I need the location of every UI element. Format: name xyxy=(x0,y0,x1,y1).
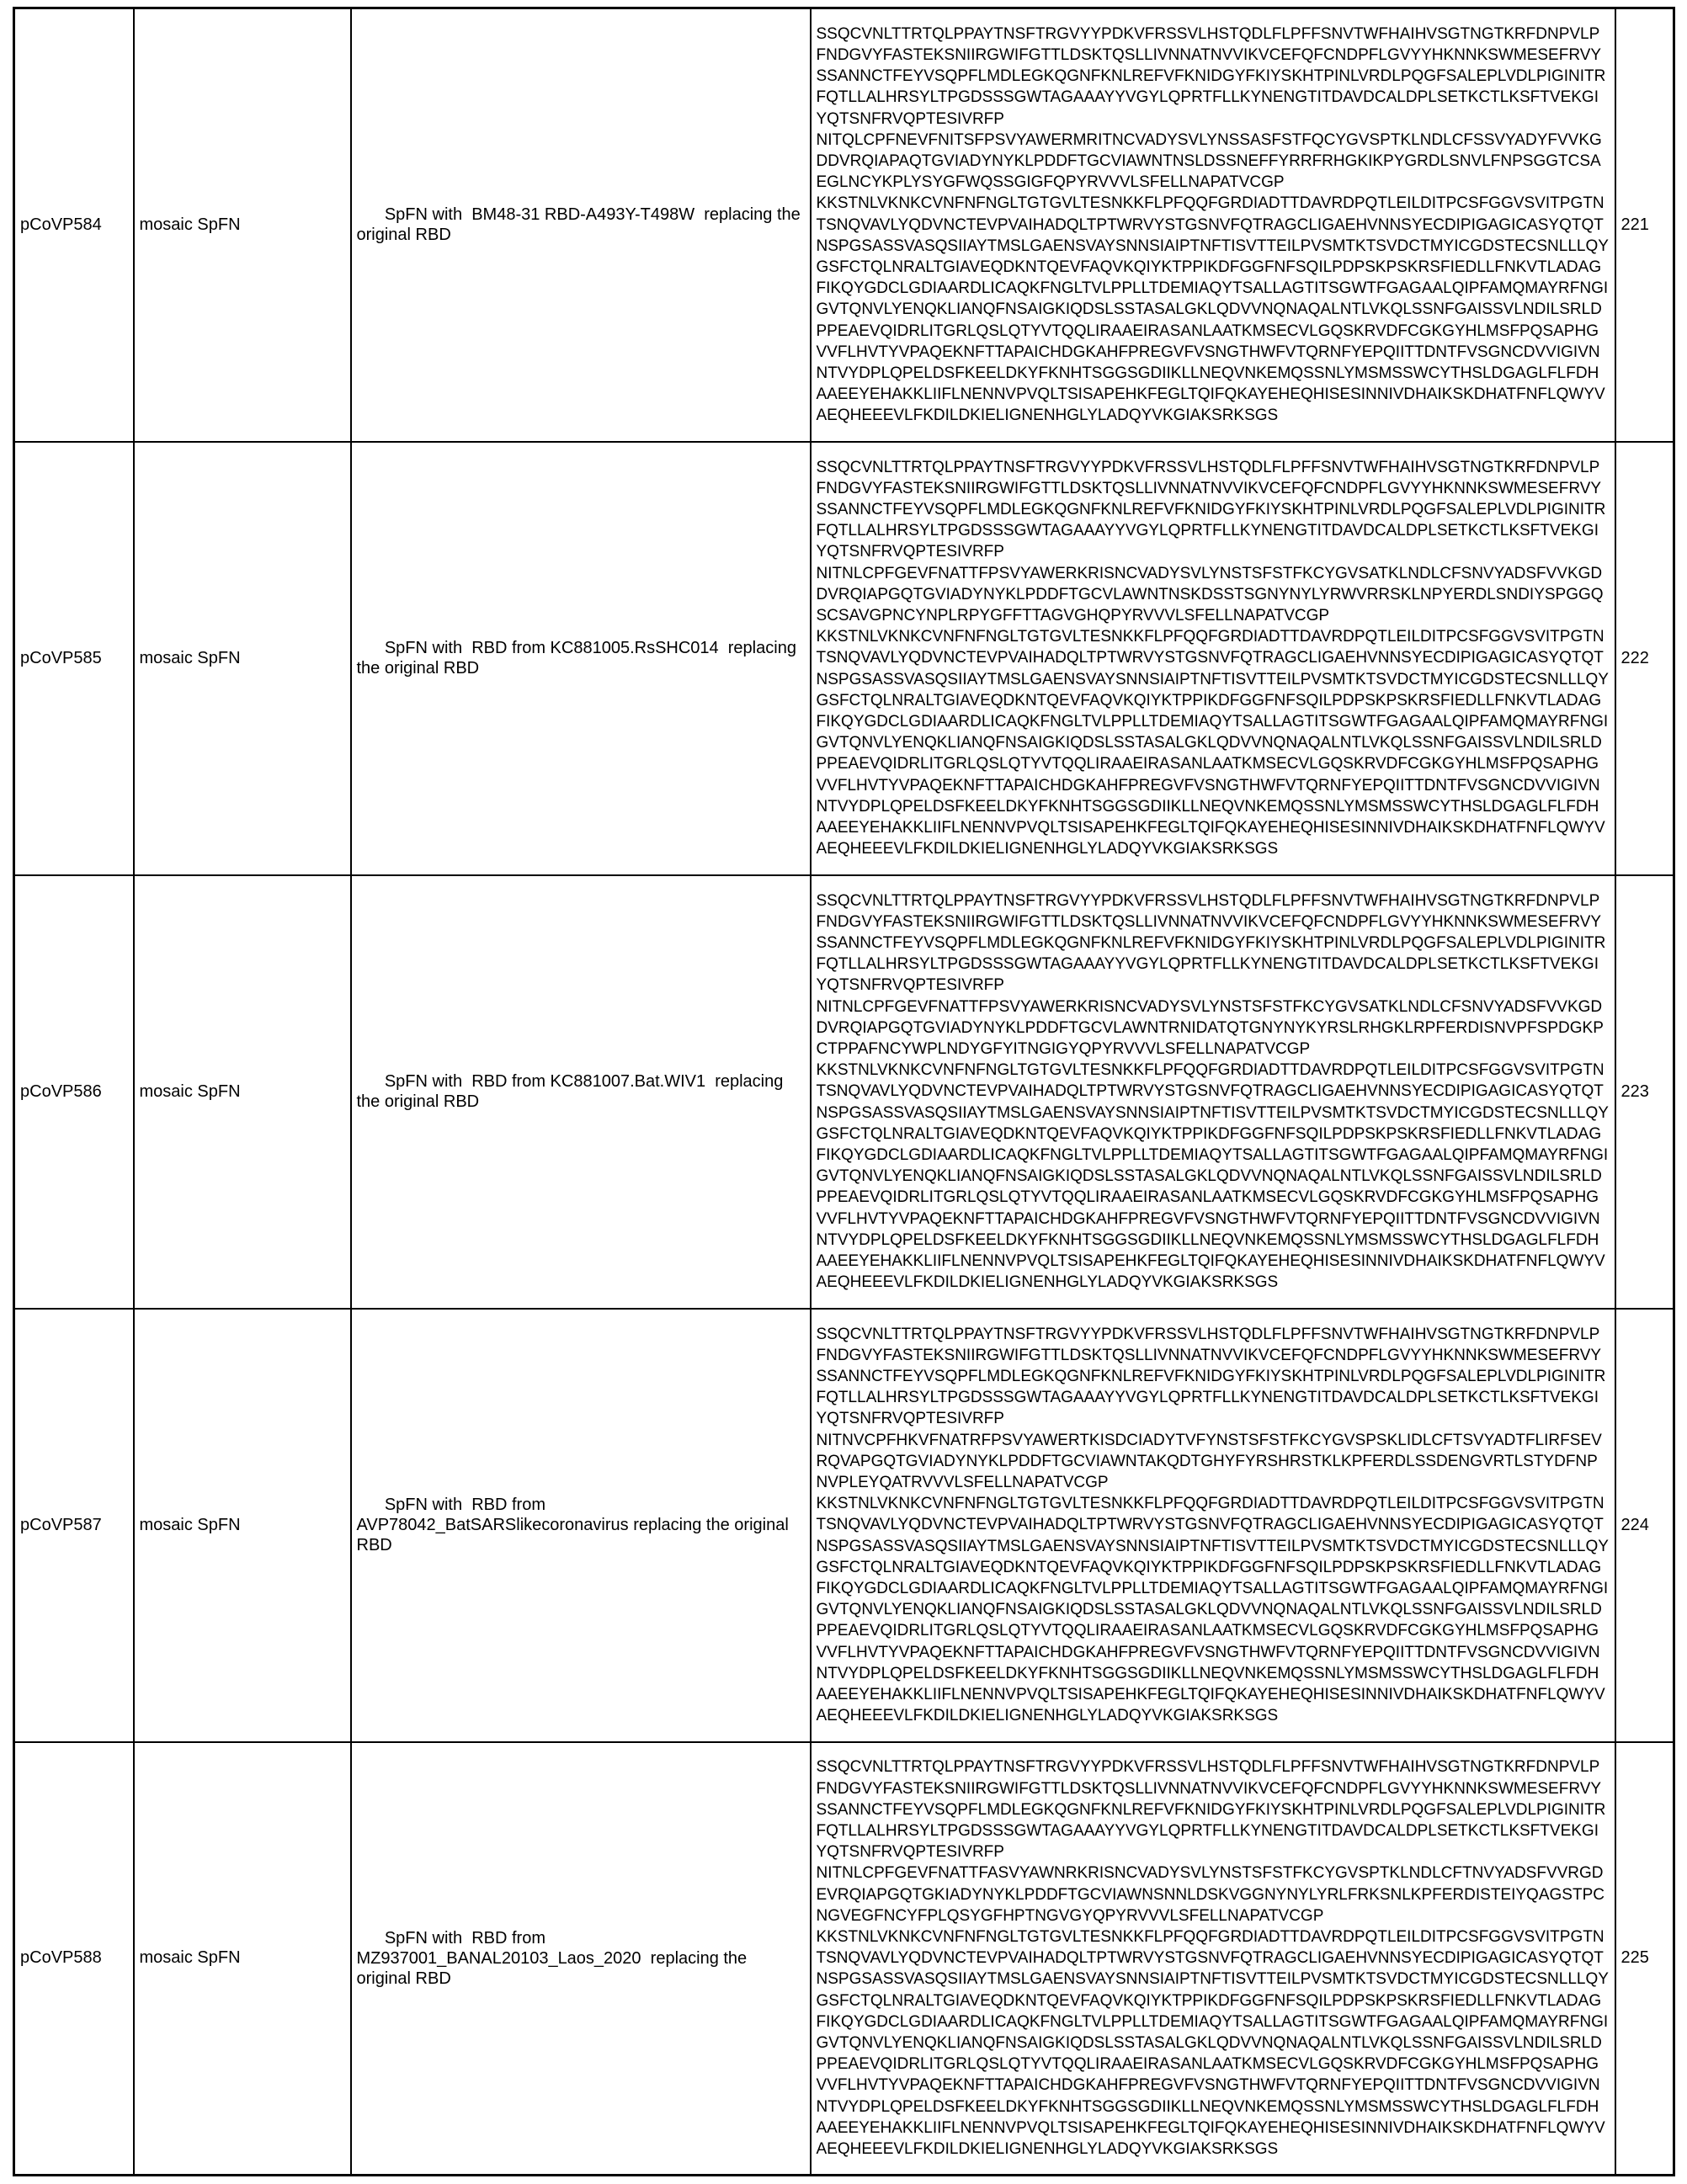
sequence-cell xyxy=(811,442,1615,875)
vector-id: pCoVP584 xyxy=(20,215,102,234)
seq-id-cell xyxy=(1615,1742,1674,2176)
table-row xyxy=(14,1742,1674,2176)
sequence-table-body xyxy=(14,8,1674,2176)
table-row xyxy=(14,1309,1674,1742)
sequence-cell xyxy=(811,1742,1615,2176)
sequence-segment-s2-ferritin: KKSTNLVKNKCVNFNFNGLTGTGVLTESNKKFLPFQQFGRDIADTTDAVRDPQTLEILDITPCSFGGVSVITPGTNTSNQVAVLYQDVNCTEVPVAIHADQLTPTWRVYSTGSNVFQTRAGCLIGAEHVNNSYECDIPIGAGICASYQTQTNSPGSASSVASQSIIAYTMSLGAENSVAYSNNSIAIPTNFTISVTTEILPVSMTKTSVDCTMYICGDSTECSNLLLQYGSFCTQLNRALTGIAVEQDKNTQEVFAQVKQIYKTPPIKDFGGFNFSQILPDPSKPSKRSFIEDLLFNKVTLADAGFIKQYGDCLGDIAARDLICAQKFNGLTVLPPLLTDEMIAQYTSALLAGTITSGWTFGAGAALQIPFAMQMAYRFNGIGVTQNVLYENQKLIANQFNSAIGKIQDSLSSTASALGKLQDVVNQNAQALNTLVKQLSSNFGAISSVLNDILSRLDPPEAEVQIDRLITGRLQSLQTYVTQQLIRAAEIRASANLAATKMSECVLGQSKRVDFCGKGYHLMSFPQSAPHGVVFLHVTYVPAQEKNFTTAPAICHDGKAHFPREGVFVSNGTHWFVTQRNFYEPQIITTDNTFVSGNCDVVIGIVNNTVYDPLQPELDSFKEELDKYFKNHTSGGSGDIIKLLNEQVNKEMQSSNLYMSMSSWCYTHSLDGAGLFLFDHAAEEYEHAKKLIIFLNENNVPVQLTSISAPEHKFEGLTQIFQKAYEHEQHISESINNIVDHAIKSKDHATFNFLQWYVAEQHEEEVLFKDILDKIELIGNENHGLYLADQYVKGIAKSRKSGS xyxy=(816,194,1609,425)
sequence-table xyxy=(13,7,1675,2176)
vector-id-cell xyxy=(14,442,134,875)
sequence-segment-s1-ntd: SSQCVNLTTRTQLPPAYTNSFTRGVYYPDKVFRSSVLHSTQDLFLPFFSNVTWFHAIHVSGTNGTKRFDNPVLPFNDGVYFASTEKSNIIRGWIFGTTLDSKTQSLLIVNNATNVVIKVCEFQFCNDPFLGVYYHKNNKSWMESEFRVYSSANNCTFEYVSQPFLMDLEGKQGNFKNLREFVFKNIDGYFKIYSKHTPINLVRDLPQGFSALEPLVDLPIGINITRFQTLLALHRSYLTPGDSSSGWTAGAAAYYVGYLQPRTFLLKYNENGTITDAVDCALDPLSETKCTLKSFTVEKGIYQTSNFRVQPTESIVRFP xyxy=(816,1758,1606,1862)
sequence-cell xyxy=(811,875,1615,1309)
vector-id-cell xyxy=(14,875,134,1309)
seq-id-number: 223 xyxy=(1620,1081,1649,1101)
seq-id-number: 224 xyxy=(1620,1515,1649,1534)
platform-label: mosaic SpFN xyxy=(139,1515,241,1534)
table-row xyxy=(14,442,1674,875)
seq-id-number: 222 xyxy=(1620,648,1649,667)
sequence-segment-rbd: NITNVCPFHKVFNATRFPSVYAWERTKISDCIADYTVFYNSTSFSTFKCYGVSPSKLIDLCFTSVYADTFLIRFSEVRQVAPGQTGVIADYNYKLPDDFTGCVIAWNTAKQDTGHYFYRSHRSTKLKPFERDLSSDENGVRTLSTYDFNPNVPLEYQATRVVVLSFELLNAPATVCGP xyxy=(816,1431,1602,1491)
vector-id: pCoVP586 xyxy=(20,1081,102,1101)
vector-id: pCoVP585 xyxy=(20,648,102,667)
sequence-segment-s2-ferritin: KKSTNLVKNKCVNFNFNGLTGTGVLTESNKKFLPFQQFGRDIADTTDAVRDPQTLEILDITPCSFGGVSVITPGTNTSNQVAVLYQDVNCTEVPVAIHADQLTPTWRVYSTGSNVFQTRAGCLIGAEHVNNSYECDIPIGAGICASYQTQTNSPGSASSVASQSIIAYTMSLGAENSVAYSNNSIAIPTNFTISVTTEILPVSMTKTSVDCTMYICGDSTECSNLLLQYGSFCTQLNRALTGIAVEQDKNTQEVFAQVKQIYKTPPIKDFGGFNFSQILPDPSKPSKRSFIEDLLFNKVTLADAGFIKQYGDCLGDIAARDLICAQKFNGLTVLPPLLTDEMIAQYTSALLAGTITSGWTFGAGAALQIPFAMQMAYRFNGIGVTQNVLYENQKLIANQFNSAIGKIQDSLSSTASALGKLQDVVNQNAQALNTLVKQLSSNFGAISSVLNDILSRLDPPEAEVQIDRLITGRLQSLQTYVTQQLIRAAEIRASANLAATKMSECVLGQSKRVDFCGKGYHLMSFPQSAPHGVVFLHVTYVPAQEKNFTTAPAICHDGKAHFPREGVFVSNGTHWFVTQRNFYEPQIITTDNTFVSGNCDVVIGIVNNTVYDPLQPELDSFKEELDKYFKNHTSGGSGDIIKLLNEQVNKEMQSSNLYMSMSSWCYTHSLDGAGLFLFDHAAEEYEHAKKLIIFLNENNVPVQLTSISAPEHKFEGLTQIFQKAYEHEQHISESINNIVDHAIKSKDHATFNFLQWYVAEQHEEEVLFKDILDKIELIGNENHGLYLADQYVKGIAKSRKSGS xyxy=(816,1061,1609,1292)
platform-label: mosaic SpFN xyxy=(139,648,241,667)
seq-id-cell xyxy=(1615,8,1674,442)
table-row xyxy=(14,875,1674,1309)
sequence-segment-s1-ntd: SSQCVNLTTRTQLPPAYTNSFTRGVYYPDKVFRSSVLHSTQDLFLPFFSNVTWFHAIHVSGTNGTKRFDNPVLPFNDGVYFASTEKSNIIRGWIFGTTLDSKTQSLLIVNNATNVVIKVCEFQFCNDPFLGVYYHKNNKSWMESEFRVYSSANNCTFEYVSQPFLMDLEGKQGNFKNLREFVFKNIDGYFKIYSKHTPINLVRDLPQGFSALEPLVDLPIGINITRFQTLLALHRSYLTPGDSSSGWTAGAAAYYVGYLQPRTFLLKYNENGTITDAVDCALDPLSETKCTLKSFTVEKGIYQTSNFRVQPTESIVRFP xyxy=(816,891,1606,995)
sequence-cell xyxy=(811,8,1615,442)
seq-id-cell xyxy=(1615,875,1674,1309)
platform-cell xyxy=(134,442,351,875)
platform-label: mosaic SpFN xyxy=(139,215,241,234)
sequence-segment-s2-ferritin: KKSTNLVKNKCVNFNFNGLTGTGVLTESNKKFLPFQQFGRDIADTTDAVRDPQTLEILDITPCSFGGVSVITPGTNTSNQVAVLYQDVNCTEVPVAIHADQLTPTWRVYSTGSNVFQTRAGCLIGAEHVNNSYECDIPIGAGICASYQTQTNSPGSASSVASQSIIAYTMSLGAENSVAYSNNSIAIPTNFTISVTTEILPVSMTKTSVDCTMYICGDSTECSNLLLQYGSFCTQLNRALTGIAVEQDKNTQEVFAQVKQIYKTPPIKDFGGFNFSQILPDPSKPSKRSFIEDLLFNKVTLADAGFIKQYGDCLGDIAARDLICAQKFNGLTVLPPLLTDEMIAQYTSALLAGTITSGWTFGAGAALQIPFAMQMAYRFNGIGVTQNVLYENQKLIANQFNSAIGKIQDSLSSTASALGKLQDVVNQNAQALNTLVKQLSSNFGAISSVLNDILSRLDPPEAEVQIDRLITGRLQSLQTYVTQQLIRAAEIRASANLAATKMSECVLGQSKRVDFCGKGYHLMSFPQSAPHGVVFLHVTYVPAQEKNFTTAPAICHDGKAHFPREGVFVSNGTHWFVTQRNFYEPQIITTDNTFVSGNCDVVIGIVNNTVYDPLQPELDSFKEELDKYFKNHTSGGSGDIIKLLNEQVNKEMQSSNLYMSMSSWCYTHSLDGAGLFLFDHAAEEYEHAKKLIIFLNENNVPVQLTSISAPEHKFEGLTQIFQKAYEHEQHISESINNIVDHAIKSKDHATFNFLQWYVAEQHEEEVLFKDILDKIELIGNENHGLYLADQYVKGIAKSRKSGS xyxy=(816,628,1609,858)
vector-id-cell xyxy=(14,1309,134,1742)
sequence-segment-rbd: NITQLCPFNEVFNITSFPSVYAWERMRITNCVADYSVLYNSSASFSTFQCYGVSPTKLNDLCFSSVYADYFVVKGDDVRQIAPAQTGVIADYNYKLPDDFTGCVIAWNTNSLDSSNEFFYRRFRHGKIKPYGRDLSNVLFNPSGGTCSAEGLNCYKPLYSYGFWQSSGIGFQPYRVVVLSFELLNAPATVCGP xyxy=(816,130,1602,192)
platform-cell xyxy=(134,8,351,442)
sequence-segment-rbd: NITNLCPFGEVFNATTFPSVYAWERKRISNCVADYSVLYNSTSFSTFKCYGVSATKLNDLCFSNVYADSFVVKGDDVRQIAPGQTGVIADYNYKLPDDFTGCVLAWNTRNIDATQTGNYNYKYRSLRHGKLRPFERDISNVPFSPDGKPCTPPAFNCYWPLNDYGFYITNGIGYQPYRVVVLSFELLNAPATVCGP xyxy=(816,997,1604,1058)
sequence-cell xyxy=(811,1309,1615,1742)
vector-id: pCoVP587 xyxy=(20,1515,102,1534)
construct-description: SpFN with RBD from MZ937001_BANAL20103_Laos_2020 replacing the original RBD xyxy=(356,1928,752,1988)
seq-id-cell xyxy=(1615,442,1674,875)
construct-description: SpFN with RBD from KC881007.Bat.WIV1 replacing the original RBD xyxy=(356,1072,788,1111)
description-cell xyxy=(351,8,811,442)
construct-description: SpFN with BM48-31 RBD-A493Y-T498W replacing the original RBD xyxy=(356,205,806,245)
platform-cell xyxy=(134,1309,351,1742)
construct-description: SpFN with RBD from KC881005.RsSHC014 replacing the original RBD xyxy=(356,639,801,678)
seq-id-number: 221 xyxy=(1620,215,1649,234)
sequence-segment-s2-ferritin: KKSTNLVKNKCVNFNFNGLTGTGVLTESNKKFLPFQQFGRDIADTTDAVRDPQTLEILDITPCSFGGVSVITPGTNTSNQVAVLYQDVNCTEVPVAIHADQLTPTWRVYSTGSNVFQTRAGCLIGAEHVNNSYECDIPIGAGICASYQTQTNSPGSASSVASQSIIAYTMSLGAENSVAYSNNSIAIPTNFTISVTTEILPVSMTKTSVDCTMYICGDSTECSNLLLQYGSFCTQLNRALTGIAVEQDKNTQEVFAQVKQIYKTPPIKDFGGFNFSQILPDPSKPSKRSFIEDLLFNKVTLADAGFIKQYGDCLGDIAARDLICAQKFNGLTVLPPLLTDEMIAQYTSALLAGTITSGWTFGAGAALQIPFAMQMAYRFNGIGVTQNVLYENQKLIANQFNSAIGKIQDSLSSTASALGKLQDVVNQNAQALNTLVKQLSSNFGAISSVLNDILSRLDPPEAEVQIDRLITGRLQSLQTYVTQQLIRAAEIRASANLAATKMSECVLGQSKRVDFCGKGYHLMSFPQSAPHGVVFLHVTYVPAQEKNFTTAPAICHDGKAHFPREGVFVSNGTHWFVTQRNFYEPQIITTDNTFVSGNCDVVIGIVNNTVYDPLQPELDSFKEELDKYFKNHTSGGSGDIIKLLNEQVNKEMQSSNLYMSMSSWCYTHSLDGAGLFLFDHAAEEYEHAKKLIIFLNENNVPVQLTSISAPEHKFEGLTQIFQKAYEHEQHISESINNIVDHAIKSKDHATFNFLQWYVAEQHEEEVLFKDILDKIELIGNENHGLYLADQYVKGIAKSRKSGS xyxy=(816,1927,1609,2158)
platform-label: mosaic SpFN xyxy=(139,1948,241,1968)
sequence-segment-s2-ferritin: KKSTNLVKNKCVNFNFNGLTGTGVLTESNKKFLPFQQFGRDIADTTDAVRDPQTLEILDITPCSFGGVSVITPGTNTSNQVAVLYQDVNCTEVPVAIHADQLTPTWRVYSTGSNVFQTRAGCLIGAEHVNNSYECDIPIGAGICASYQTQTNSPGSASSVASQSIIAYTMSLGAENSVAYSNNSIAIPTNFTISVTTEILPVSMTKTSVDCTMYICGDSTECSNLLLQYGSFCTQLNRALTGIAVEQDKNTQEVFAQVKQIYKTPPIKDFGGFNFSQILPDPSKPSKRSFIEDLLFNKVTLADAGFIKQYGDCLGDIAARDLICAQKFNGLTVLPPLLTDEMIAQYTSALLAGTITSGWTFGAGAALQIPFAMQMAYRFNGIGVTQNVLYENQKLIANQFNSAIGKIQDSLSSTASALGKLQDVVNQNAQALNTLVKQLSSNFGAISSVLNDILSRLDPPEAEVQIDRLITGRLQSLQTYVTQQLIRAAEIRASANLAATKMSECVLGQSKRVDFCGKGYHLMSFPQSAPHGVVFLHVTYVPAQEKNFTTAPAICHDGKAHFPREGVFVSNGTHWFVTQRNFYEPQIITTDNTFVSGNCDVVIGIVNNTVYDPLQPELDSFKEELDKYFKNHTSGGSGDIIKLLNEQVNKEMQSSNLYMSMSSWCYTHSLDGAGLFLFDHAAEEYEHAKKLIIFLNENNVPVQLTSISAPEHKFEGLTQIFQKAYEHEQHISESINNIVDHAIKSKDHATFNFLQWYVAEQHEEEVLFKDILDKIELIGNENHGLYLADQYVKGIAKSRKSGS xyxy=(816,1495,1609,1725)
description-cell xyxy=(351,442,811,875)
vector-id-cell xyxy=(14,8,134,442)
vector-id-cell xyxy=(14,1742,134,2176)
description-cell xyxy=(351,1742,811,2176)
description-cell xyxy=(351,875,811,1309)
sequence-segment-s1-ntd: SSQCVNLTTRTQLPPAYTNSFTRGVYYPDKVFRSSVLHSTQDLFLPFFSNVTWFHAIHVSGTNGTKRFDNPVLPFNDGVYFASTEKSNIIRGWIFGTTLDSKTQSLLIVNNATNVVIKVCEFQFCNDPFLGVYYHKNNKSWMESEFRVYSSANNCTFEYVSQPFLMDLEGKQGNFKNLREFVFKNIDGYFKIYSKHTPINLVRDLPQGFSALEPLVDLPIGINITRFQTLLALHRSYLTPGDSSSGWTAGAAAYYVGYLQPRTFLLKYNENGTITDAVDCALDPLSETKCTLKSFTVEKGIYQTSNFRVQPTESIVRFP xyxy=(816,24,1606,128)
description-cell xyxy=(351,1309,811,1742)
platform-cell xyxy=(134,1742,351,2176)
platform-label: mosaic SpFN xyxy=(139,1081,241,1101)
sequence-segment-s1-ntd: SSQCVNLTTRTQLPPAYTNSFTRGVYYPDKVFRSSVLHSTQDLFLPFFSNVTWFHAIHVSGTNGTKRFDNPVLPFNDGVYFASTEKSNIIRGWIFGTTLDSKTQSLLIVNNATNVVIKVCEFQFCNDPFLGVYYHKNNKSWMESEFRVYSSANNCTFEYVSQPFLMDLEGKQGNFKNLREFVFKNIDGYFKIYSKHTPINLVRDLPQGFSALEPLVDLPIGINITRFQTLLALHRSYLTPGDSSSGWTAGAAAYYVGYLQPRTFLLKYNENGTITDAVDCALDPLSETKCTLKSFTVEKGIYQTSNFRVQPTESIVRFP xyxy=(816,1325,1606,1428)
sequence-segment-s1-ntd: SSQCVNLTTRTQLPPAYTNSFTRGVYYPDKVFRSSVLHSTQDLFLPFFSNVTWFHAIHVSGTNGTKRFDNPVLPFNDGVYFASTEKSNIIRGWIFGTTLDSKTQSLLIVNNATNVVIKVCEFQFCNDPFLGVYYHKNNKSWMESEFRVYSSANNCTFEYVSQPFLMDLEGKQGNFKNLREFVFKNIDGYFKIYSKHTPINLVRDLPQGFSALEPLVDLPIGINITRFQTLLALHRSYLTPGDSSSGWTAGAAAYYVGYLQPRTFLLKYNENGTITDAVDCALDPLSETKCTLKSFTVEKGIYQTSNFRVQPTESIVRFP xyxy=(816,458,1606,561)
seq-id-number: 225 xyxy=(1620,1948,1649,1968)
platform-cell xyxy=(134,875,351,1309)
table-row xyxy=(14,8,1674,442)
vector-id: pCoVP588 xyxy=(20,1948,102,1968)
sequence-segment-rbd: NITNLCPFGEVFNATTFPSVYAWERKRISNCVADYSVLYNSTSFSTFKCYGVSATKLNDLCFSNVYADSFVVKGDDVRQIAPGQTGVIADYNYKLPDDFTGCVLAWNTNSKDSSTSGNYNYLYRWVRRSKLNPYERDLSNDIYSPGGQSCSAVGPNCYNPLRPYGFFTTAGVGHQPYRVVVLSFELLNAPATVCGP xyxy=(816,564,1604,624)
sequence-segment-rbd: NITNLCPFGEVFNATTFASVYAWNRKRISNCVADYSVLYNSTSFSTFKCYGVSPTKLNDLCFTNVYADSFVVRGDEVRQIAPGQTGKIADYNYKLPDDFTGCVIAWNSNNLDSKVGGNYNYLYRLFRKSNLKPFERDISTEIYQAGSTPCNGVEGFNCYFPLQSYGFHPTNGVGYQPYRVVVLSFELLNAPATVCGP xyxy=(816,1864,1605,1925)
construct-description: SpFN with RBD from AVP78042_BatSARSlikecoronavirus replacing the original RBD xyxy=(356,1496,794,1554)
seq-id-cell xyxy=(1615,1309,1674,1742)
